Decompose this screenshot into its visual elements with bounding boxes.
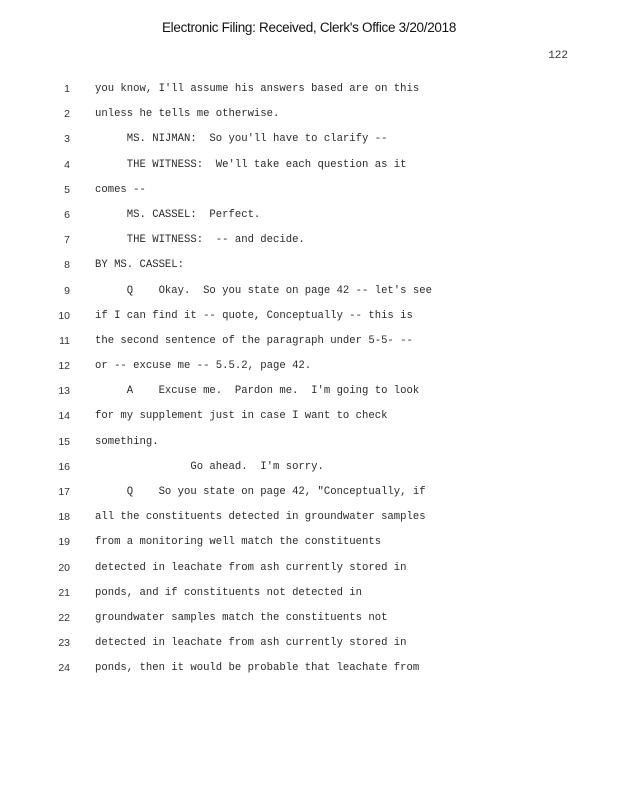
line-text: A Excuse me. Pardon me. I'm going to look xyxy=(95,385,420,398)
line-text: all the constituents detected in groundwater samples xyxy=(95,511,426,524)
line-number: 22 xyxy=(58,611,70,624)
line-text: THE WITNESS: We'll take each question as it xyxy=(95,158,407,171)
transcript-line xyxy=(0,508,618,533)
line-text: BY MS. CASSEL: xyxy=(95,259,185,272)
line-text: detected in leachate from ash currently stored in xyxy=(95,561,407,574)
transcript-line xyxy=(0,382,618,407)
line-text: detected in leachate from ash currently stored in xyxy=(95,637,407,650)
transcript-line xyxy=(0,130,618,155)
line-number: 15 xyxy=(58,435,70,448)
line-number: 14 xyxy=(58,410,70,423)
transcript-line xyxy=(0,206,618,231)
line-number: 19 xyxy=(58,536,70,549)
line-text: or -- excuse me -- 5.5.2, page 42. xyxy=(95,360,312,373)
line-text: MS. NIJMAN: So you'll have to clarify -- xyxy=(95,133,388,146)
line-number: 11 xyxy=(59,334,70,347)
page-number: 122 xyxy=(548,50,568,62)
line-number: 5 xyxy=(64,183,70,196)
transcript-line xyxy=(0,533,618,558)
line-number: 18 xyxy=(58,511,70,524)
transcript-line xyxy=(0,634,618,659)
transcript-line xyxy=(0,105,618,130)
line-text: the second sentence of the paragraph under 5-5- -- xyxy=(95,334,413,347)
line-number: 8 xyxy=(64,259,70,272)
transcript-line xyxy=(0,609,618,634)
transcript-line xyxy=(0,256,618,281)
line-number: 17 xyxy=(58,486,70,498)
line-number: 9 xyxy=(64,284,70,297)
transcript-line xyxy=(0,559,618,584)
line-number: 2 xyxy=(64,108,70,121)
line-number: 13 xyxy=(58,385,70,398)
transcript-line xyxy=(0,80,618,105)
filing-header: Electronic Filing: Received, Clerk's Office 3/20/2018 xyxy=(161,20,457,35)
line-text: groundwater samples match the constituents not xyxy=(95,611,388,624)
line-number: 16 xyxy=(58,460,70,473)
transcript-line xyxy=(0,483,618,508)
line-text: Q So you state on page 42, "Conceptually, if xyxy=(95,486,426,498)
transcript-line xyxy=(0,433,618,458)
transcript-line xyxy=(0,584,618,609)
line-text: ponds, then it would be probable that leachate from xyxy=(95,662,420,675)
line-number: 24 xyxy=(58,662,70,675)
line-number: 23 xyxy=(58,637,70,650)
transcript-line xyxy=(0,357,618,382)
line-text: from a monitoring well match the constituents xyxy=(95,536,382,549)
line-number: 10 xyxy=(58,309,70,322)
line-number: 20 xyxy=(58,561,70,574)
transcript-line xyxy=(0,181,618,206)
line-text: ponds, and if constituents not detected in xyxy=(95,586,363,599)
transcript-lines xyxy=(0,80,618,685)
line-number: 21 xyxy=(58,586,70,599)
line-text: you know, I'll assume his answers based are on this xyxy=(95,83,420,95)
line-number: 1 xyxy=(64,83,70,95)
line-text: Go ahead. I'm sorry. xyxy=(95,460,324,473)
line-number: 6 xyxy=(64,208,70,221)
line-text: something. xyxy=(95,435,159,448)
line-number: 12 xyxy=(58,360,70,373)
transcript-line xyxy=(0,156,618,181)
transcript-line xyxy=(0,407,618,432)
line-text: THE WITNESS: -- and decide. xyxy=(95,234,305,247)
transcript-line xyxy=(0,307,618,332)
line-number: 7 xyxy=(64,234,70,247)
line-text: if I can find it -- quote, Conceptually -- this is xyxy=(95,309,413,322)
transcript-line xyxy=(0,231,618,256)
transcript-line xyxy=(0,332,618,357)
line-number: 3 xyxy=(64,133,70,146)
line-text: for my supplement just in case I want to check xyxy=(95,410,388,423)
line-text: Q Okay. So you state on page 42 -- let's see xyxy=(95,284,432,297)
line-text: comes -- xyxy=(95,183,146,196)
line-text: unless he tells me otherwise. xyxy=(95,108,280,121)
transcript-line xyxy=(0,458,618,483)
line-number: 4 xyxy=(64,158,70,171)
transcript-line xyxy=(0,659,618,684)
transcript-line xyxy=(0,282,618,307)
line-text: MS. CASSEL: Perfect. xyxy=(95,208,261,221)
